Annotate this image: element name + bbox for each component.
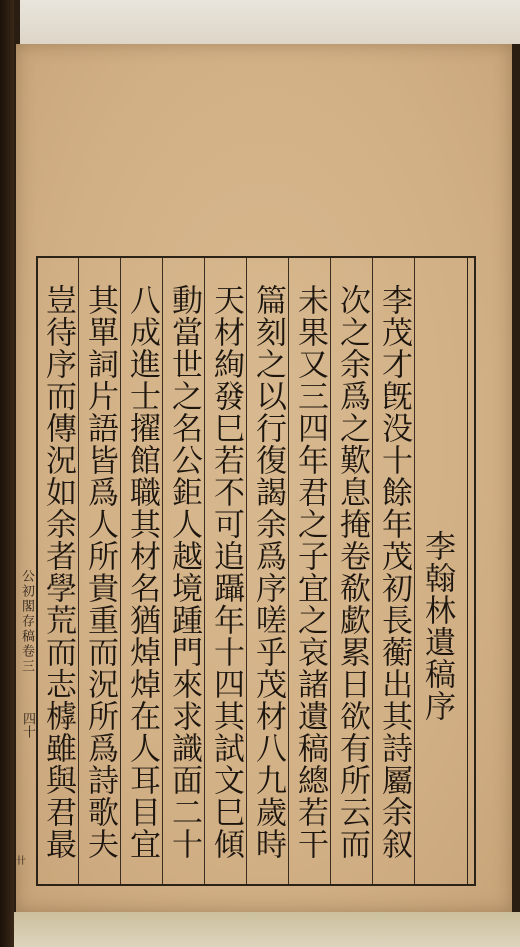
text-column: 其單詞片語皆爲人所貴重而況所爲詩歌夫 (82, 284, 118, 860)
gutter-page-number: 四十 (20, 712, 35, 738)
text-column: 八成進士擢館職其材名猶焯焯在人耳目宜 (124, 284, 160, 860)
text-column: 動當世之名公鉅人越境踵門來求識面二十 (166, 284, 202, 860)
document-title: 李翰林遺稿序 (419, 530, 455, 722)
book-page (16, 44, 512, 912)
text-column: 次之余爲之歎息掩卷欷歔累日欲有所云而 (334, 284, 370, 860)
gutter-mark: 卄 (16, 856, 26, 867)
gutter-title: 公初閣存稿卷三 (19, 568, 34, 674)
text-column: 豈待序而傳況如余者學荒而志㯉雖與君最 (40, 284, 76, 860)
text-column: 未果又三四年君之子宜之哀諸遺稿總若干 (292, 284, 328, 860)
text-column: 天材絢發巳若不可追躡年十四其試文巳傾 (208, 284, 244, 860)
page-top-edge (20, 0, 520, 44)
text-column: 李茂才旣没十餘年茂初長蘅出其詩屬余叙 (376, 284, 412, 860)
page-bottom-edge (14, 912, 520, 947)
book-spine (0, 0, 14, 947)
text-column: 篇刻之以行復謁余爲序嗟乎茂材八九歲時 (250, 284, 286, 860)
